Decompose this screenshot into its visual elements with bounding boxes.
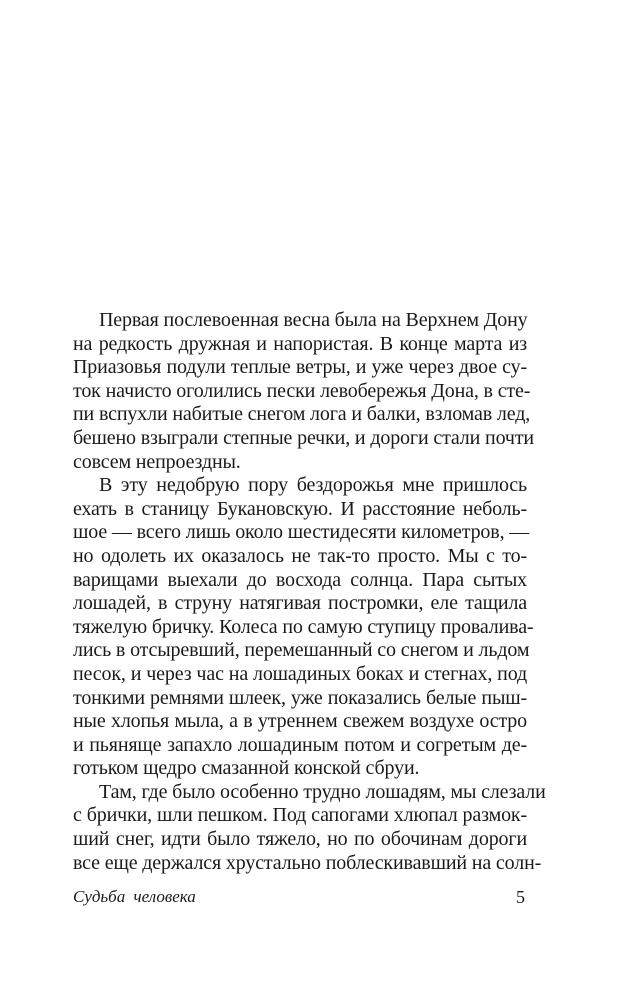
text-line: ехать в станицу Букановскую. И расстояние неболь- xyxy=(73,497,527,520)
text-line: лошадей, в струну натягивая постромки, еле тащила xyxy=(73,592,527,615)
text-line: Там, где было особенно трудно лошадям, мы слезали xyxy=(99,780,546,803)
paragraph-3 xyxy=(73,780,546,875)
running-title: Судьба человека xyxy=(73,887,196,906)
text-line: на редкость дружная и напористая. В конце марта из xyxy=(73,332,527,355)
text-line: совсем непроездны. xyxy=(73,450,241,473)
text-line: ные хлопья мыла, а в утреннем свежем воздухе остро xyxy=(73,710,527,733)
page-footer xyxy=(73,885,525,909)
text-line: с брички, шли пешком. Под сапогами хлюпал размок- xyxy=(73,804,527,827)
text-line: бешено взыграли степные речки, и дороги стали почти xyxy=(73,426,534,449)
text-line: готьком щедро смазанной конской сбруи. xyxy=(73,757,420,780)
text-line: все еще держался хрустально поблескивавший на солн- xyxy=(73,851,542,874)
text-line: В эту недобрую пору бездорожья мне пришлось xyxy=(99,474,527,497)
text-line: пи вспухли набитые снегом лога и балки, взломав лед, xyxy=(73,403,531,426)
text-line: лись в отсыревший, перемешанный со снегом и льдом xyxy=(73,639,530,662)
text-line: тонкими ремнями шлеек, уже показались белые пыш- xyxy=(73,686,527,709)
text-line: Первая послевоенная весна была на Верхнем Дону xyxy=(99,309,528,331)
page-body xyxy=(73,309,546,875)
text-line: варищами выехали до восхода солнца. Пара сытых xyxy=(73,568,527,591)
text-line: ший снег, идти было тяжело, но по обочинам дороги xyxy=(73,828,527,851)
text-line: песок, и через час на лошадиных боках и стегнах, под xyxy=(73,662,527,685)
paragraph-1 xyxy=(73,309,534,474)
page-number: 5 xyxy=(516,887,525,907)
text-line: и пьяняще запахло лошадиным потом и согретым де- xyxy=(73,733,527,756)
text-line: шое — всего лишь около шестидесяти километров, — xyxy=(73,521,530,544)
text-line: Приазовья подули теплые ветры, и уже через двое су- xyxy=(73,356,527,379)
paragraph-2 xyxy=(73,474,534,781)
text-line: тяжелую бричку. Колеса по самую ступицу провалива- xyxy=(73,615,534,638)
text-line: но одолеть их оказалось не так-то просто. Мы с то- xyxy=(73,544,527,567)
text-line: ток начисто оголились пески левобережья Дона, в сте- xyxy=(73,379,531,402)
